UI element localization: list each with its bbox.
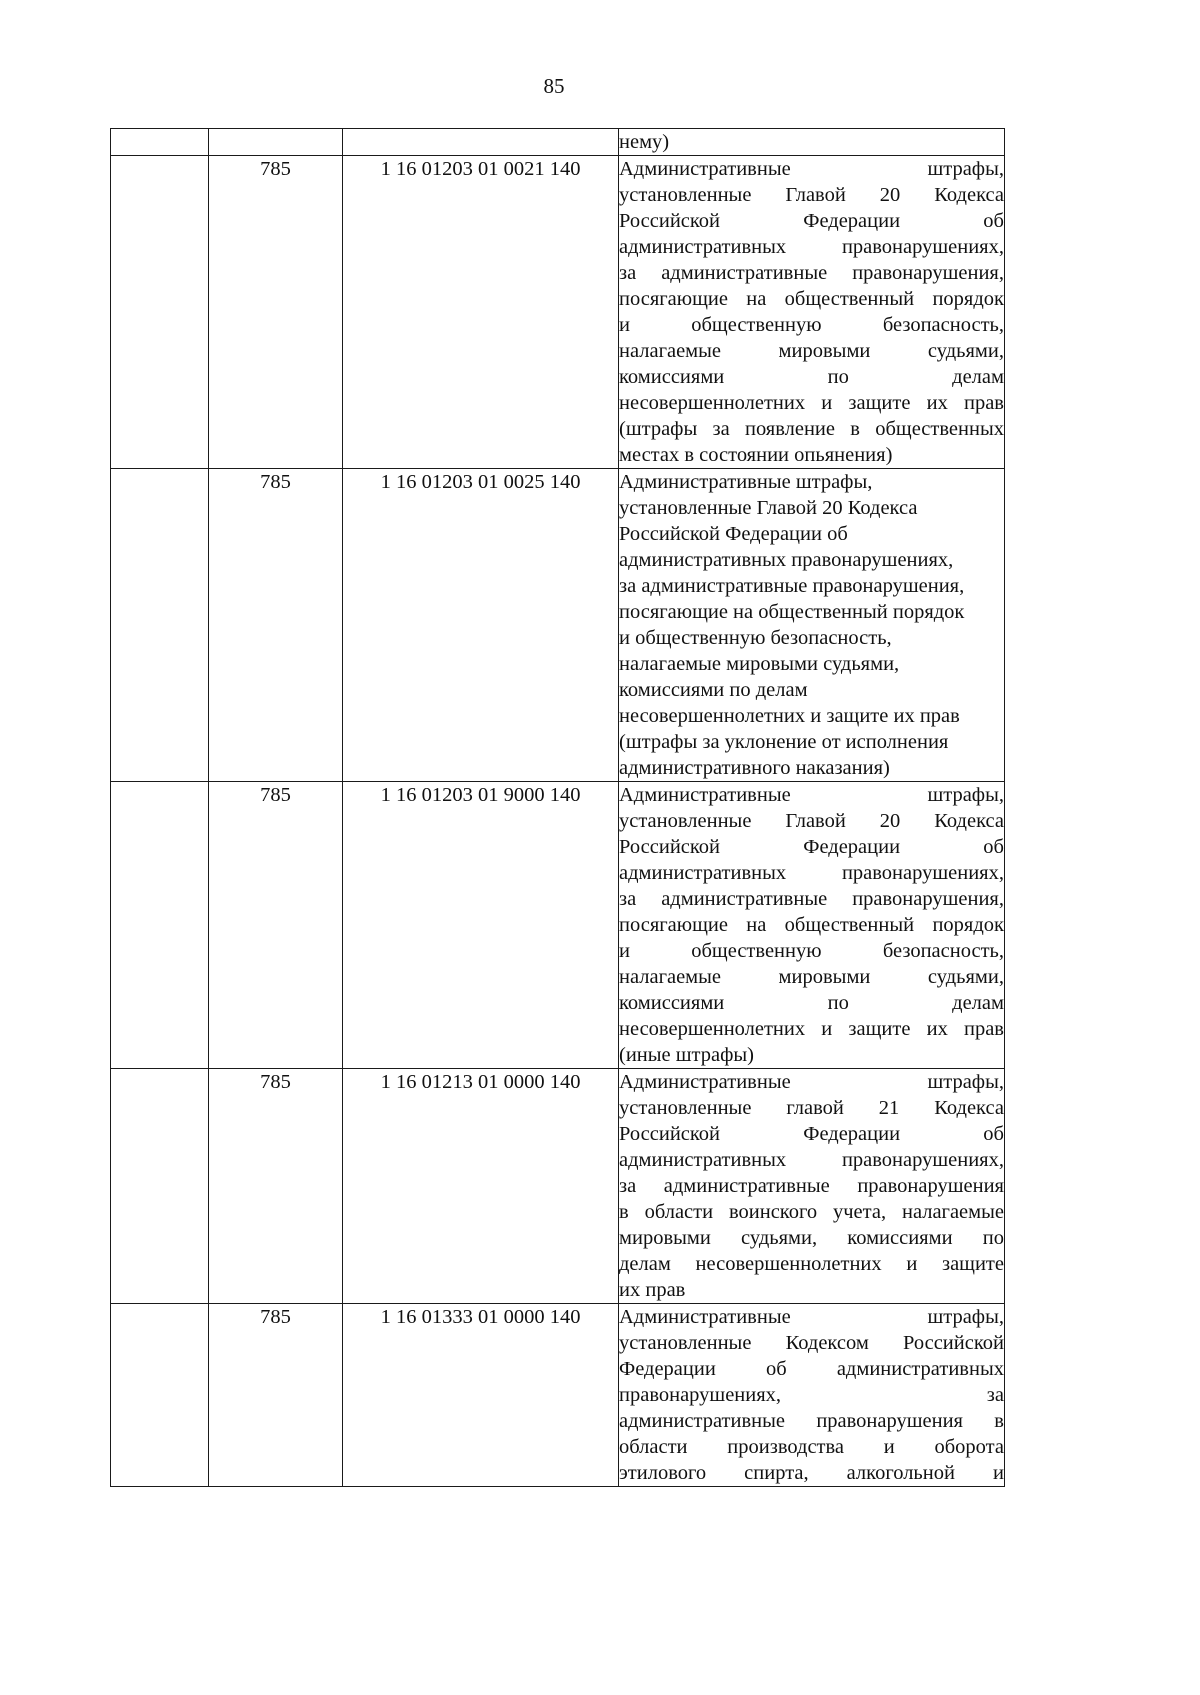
- description-line: [619, 990, 1004, 1016]
- description-line: [619, 1330, 1004, 1356]
- description-word: административных: [836, 1358, 1004, 1380]
- cell-empty: [343, 129, 619, 156]
- description-word: правонарушениях,: [841, 1149, 1004, 1171]
- description-word: порядок: [932, 914, 1004, 936]
- description-line: административных правонарушениях,: [619, 549, 954, 571]
- description-word: правонарушения: [857, 1175, 1004, 1197]
- description-line: Административные штрафы,: [619, 471, 873, 493]
- description-line: [619, 390, 1004, 416]
- cell-admin-code: 785: [209, 782, 343, 1069]
- description-line: [619, 886, 1004, 912]
- description-word: за: [986, 1384, 1004, 1406]
- description-word: за: [619, 262, 637, 284]
- description-word: Российской: [619, 836, 721, 858]
- description-word: (штрафы: [619, 418, 698, 440]
- description-word: мировыми: [778, 340, 871, 362]
- description-word: появление: [744, 418, 836, 440]
- description-word: Административные: [619, 1306, 791, 1328]
- table-row: [111, 1069, 1005, 1304]
- description-line: несовершеннолетних и защите их прав: [619, 705, 960, 727]
- description-word: и: [821, 1018, 833, 1040]
- description-line: [619, 860, 1004, 886]
- description-word: общественную: [691, 314, 822, 336]
- description-line: административного наказания): [619, 757, 890, 779]
- description-word: алкогольной: [846, 1462, 955, 1484]
- table-row: [111, 782, 1005, 1069]
- description-word: Российской: [619, 1123, 721, 1145]
- cell-admin-code: 785: [209, 1069, 343, 1304]
- description-line: налагаемые мировыми судьями,: [619, 653, 900, 675]
- description-word: правонарушениях,: [841, 236, 1004, 258]
- description-word: налагаемые: [901, 1201, 1004, 1223]
- cell-empty: [111, 129, 209, 156]
- description-word: судьями,: [927, 340, 1004, 362]
- cell-admin-code: 785: [209, 469, 343, 782]
- description-word: установленные: [619, 1097, 752, 1119]
- description-word: правонарушениях,: [619, 1384, 782, 1406]
- description-line: [619, 416, 1004, 442]
- description-word: и: [992, 1462, 1004, 1484]
- description-line: [619, 260, 1004, 286]
- description-word: правонарушениях,: [841, 862, 1004, 884]
- cell-description: [619, 782, 1005, 1069]
- description-line: [619, 286, 1004, 312]
- description-word: их: [926, 1018, 948, 1040]
- description-line: [619, 1173, 1004, 1199]
- description-word: административные: [619, 1410, 785, 1432]
- cell-budget-code: 1 16 01213 01 0000 140: [343, 1069, 619, 1304]
- description-word: мировыми: [778, 966, 871, 988]
- description-word: Главой: [785, 810, 846, 832]
- description-line: [619, 1225, 1004, 1251]
- description-word: их: [926, 392, 948, 414]
- description-line: посягающие на общественный порядок: [619, 601, 965, 623]
- description-word: правонарушения,: [852, 262, 1004, 284]
- description-word: области: [644, 1201, 714, 1223]
- description-word: в: [619, 1201, 629, 1223]
- cell-admin-code: 785: [209, 1304, 343, 1487]
- description-line: [619, 1304, 1004, 1330]
- description-word: спирта,: [744, 1462, 809, 1484]
- description-word: делам: [952, 366, 1004, 388]
- description-word: комиссиями: [847, 1227, 953, 1249]
- description-word: штрафы,: [927, 1306, 1004, 1328]
- description-word: об: [765, 1358, 787, 1380]
- table-row-continuation: [111, 129, 1005, 156]
- description-line: местах в состоянии опьянения): [619, 444, 893, 466]
- description-word: защите: [848, 1018, 911, 1040]
- description-word: посягающие: [619, 914, 728, 936]
- description-word: прав: [963, 1018, 1004, 1040]
- description-line: [619, 1356, 1004, 1382]
- description-line: [619, 912, 1004, 938]
- description-word: Российской: [902, 1332, 1004, 1354]
- description-word: Федерации: [619, 1358, 716, 1380]
- description-line: [619, 1095, 1004, 1121]
- description-word: Главой: [785, 184, 846, 206]
- description-word: в: [994, 1410, 1004, 1432]
- table-row: [111, 469, 1005, 782]
- description-word: общественный: [784, 288, 915, 310]
- description-word: установленные: [619, 184, 752, 206]
- description-word: этилового: [619, 1462, 707, 1484]
- description-word: несовершеннолетних: [695, 1253, 882, 1275]
- description-word: делам: [619, 1253, 671, 1275]
- description-word: правонарушения,: [852, 888, 1004, 910]
- description-line: [619, 834, 1004, 860]
- description-line: Российской Федерации об: [619, 523, 848, 545]
- description-line: [619, 808, 1004, 834]
- budget-codes-table: [110, 128, 1005, 1487]
- description-line: [619, 312, 1004, 338]
- description-word: Российской: [619, 210, 721, 232]
- description-word: административные: [661, 888, 828, 910]
- description-line: (штрафы за уклонение от исполнения: [619, 731, 949, 753]
- cell-description: [619, 129, 1005, 156]
- cell-empty: [111, 469, 209, 782]
- description-line: [619, 208, 1004, 234]
- cell-empty: [111, 156, 209, 469]
- description-line: [619, 156, 1004, 182]
- description-word: налагаемые: [619, 340, 722, 362]
- page-number: 85: [543, 74, 565, 98]
- description-word: штрафы,: [927, 158, 1004, 180]
- description-line: [619, 338, 1004, 364]
- description-word: Кодекса: [934, 810, 1004, 832]
- description-word: прав: [963, 392, 1004, 414]
- description-word: судьями,: [741, 1227, 818, 1249]
- description-line: [619, 1199, 1004, 1225]
- table-row: [111, 1304, 1005, 1487]
- description-word: общественных: [875, 418, 1004, 440]
- cell-description: [619, 469, 1005, 782]
- description-line: [619, 234, 1004, 260]
- description-word: в: [850, 418, 860, 440]
- description-word: производства: [727, 1436, 845, 1458]
- description-word: мировыми: [619, 1227, 711, 1249]
- description-word: общественную: [691, 940, 822, 962]
- description-word: комиссиями: [619, 992, 725, 1014]
- description-word: несовершеннолетних: [619, 1018, 806, 1040]
- description-line: [619, 782, 1004, 808]
- description-word: судьями,: [927, 966, 1004, 988]
- description-word: несовершеннолетних: [619, 392, 806, 414]
- description-line: [619, 938, 1004, 964]
- description-word: воинского: [728, 1201, 818, 1223]
- description-word: об: [983, 836, 1004, 858]
- description-line: установленные Главой 20 Кодекса: [619, 497, 918, 519]
- description-word: 21: [878, 1097, 900, 1119]
- description-line: [619, 964, 1004, 990]
- description-line: [619, 1408, 1004, 1434]
- description-line: их прав: [619, 1279, 686, 1301]
- description-word: и: [821, 392, 833, 414]
- description-word: оборота: [934, 1436, 1004, 1458]
- cell-budget-code: 1 16 01203 01 9000 140: [343, 782, 619, 1069]
- description-line: [619, 364, 1004, 390]
- description-line: за административные правонарушения,: [619, 575, 965, 597]
- description-word: административных: [619, 1149, 787, 1171]
- cell-description: [619, 156, 1005, 469]
- description-word: Кодекса: [934, 184, 1004, 206]
- description-word: за: [619, 888, 637, 910]
- description-word: и: [906, 1253, 918, 1275]
- description-word: установленные: [619, 810, 752, 832]
- description-word: налагаемые: [619, 966, 722, 988]
- cell-empty: [209, 129, 343, 156]
- description-word: административные: [663, 1175, 830, 1197]
- description-word: штрафы,: [927, 784, 1004, 806]
- description-word: на: [746, 288, 767, 310]
- description-line: [619, 1147, 1004, 1173]
- cell-admin-code: 785: [209, 156, 343, 469]
- description-line: [619, 1016, 1004, 1042]
- description-word: за: [619, 1175, 637, 1197]
- description-line: [619, 1121, 1004, 1147]
- description-line: [619, 1460, 1004, 1486]
- description-word: безопасность,: [882, 940, 1004, 962]
- description-word: общественный: [784, 914, 915, 936]
- description-word: штрафы,: [927, 1071, 1004, 1093]
- description-word: защите: [941, 1253, 1004, 1275]
- description-word: области: [619, 1436, 688, 1458]
- description-word: и: [619, 314, 630, 336]
- description-word: и: [619, 940, 630, 962]
- cell-budget-code: 1 16 01203 01 0021 140: [343, 156, 619, 469]
- description-word: Федерации: [803, 1123, 901, 1145]
- description-line: [619, 1434, 1004, 1460]
- description-word: по: [982, 1227, 1004, 1249]
- description-word: комиссиями: [619, 366, 725, 388]
- description-word: учета,: [833, 1201, 887, 1223]
- description-word: защите: [848, 392, 911, 414]
- description-line: нему): [619, 131, 670, 153]
- description-word: Федерации: [803, 836, 901, 858]
- description-word: посягающие: [619, 288, 728, 310]
- description-line: [619, 1069, 1004, 1095]
- description-word: порядок: [932, 288, 1004, 310]
- cell-empty: [111, 1069, 209, 1304]
- cell-empty: [111, 1304, 209, 1487]
- description-word: Кодексом: [785, 1332, 869, 1354]
- description-word: безопасность,: [882, 314, 1004, 336]
- description-word: Административные: [619, 784, 791, 806]
- description-word: делам: [952, 992, 1004, 1014]
- description-word: Административные: [619, 158, 791, 180]
- description-word: 20: [879, 810, 901, 832]
- description-word: Кодекса: [934, 1097, 1004, 1119]
- description-word: об: [983, 210, 1004, 232]
- description-word: и: [883, 1436, 895, 1458]
- description-line: [619, 1251, 1004, 1277]
- cell-budget-code: 1 16 01333 01 0000 140: [343, 1304, 619, 1487]
- description-line: [619, 182, 1004, 208]
- table-row: [111, 156, 1005, 469]
- description-line: комиссиями по делам: [619, 679, 808, 701]
- description-word: об: [983, 1123, 1004, 1145]
- table-body: [111, 129, 1005, 1487]
- cell-empty: [111, 782, 209, 1069]
- cell-description: [619, 1069, 1005, 1304]
- cell-budget-code: 1 16 01203 01 0025 140: [343, 469, 619, 782]
- description-line: (иные штрафы): [619, 1044, 754, 1066]
- description-word: административные: [661, 262, 828, 284]
- description-line: [619, 1382, 1004, 1408]
- description-word: на: [746, 914, 767, 936]
- description-word: по: [827, 366, 849, 388]
- description-word: за: [712, 418, 730, 440]
- description-word: административных: [619, 862, 787, 884]
- description-word: правонарушения: [816, 1410, 963, 1432]
- description-word: административных: [619, 236, 787, 258]
- description-word: Федерации: [803, 210, 901, 232]
- description-word: Административные: [619, 1071, 791, 1093]
- description-word: главой: [786, 1097, 844, 1119]
- description-word: 20: [879, 184, 901, 206]
- description-word: по: [827, 992, 849, 1014]
- description-line: и общественную безопасность,: [619, 627, 892, 649]
- cell-description: [619, 1304, 1005, 1487]
- description-word: установленные: [619, 1332, 752, 1354]
